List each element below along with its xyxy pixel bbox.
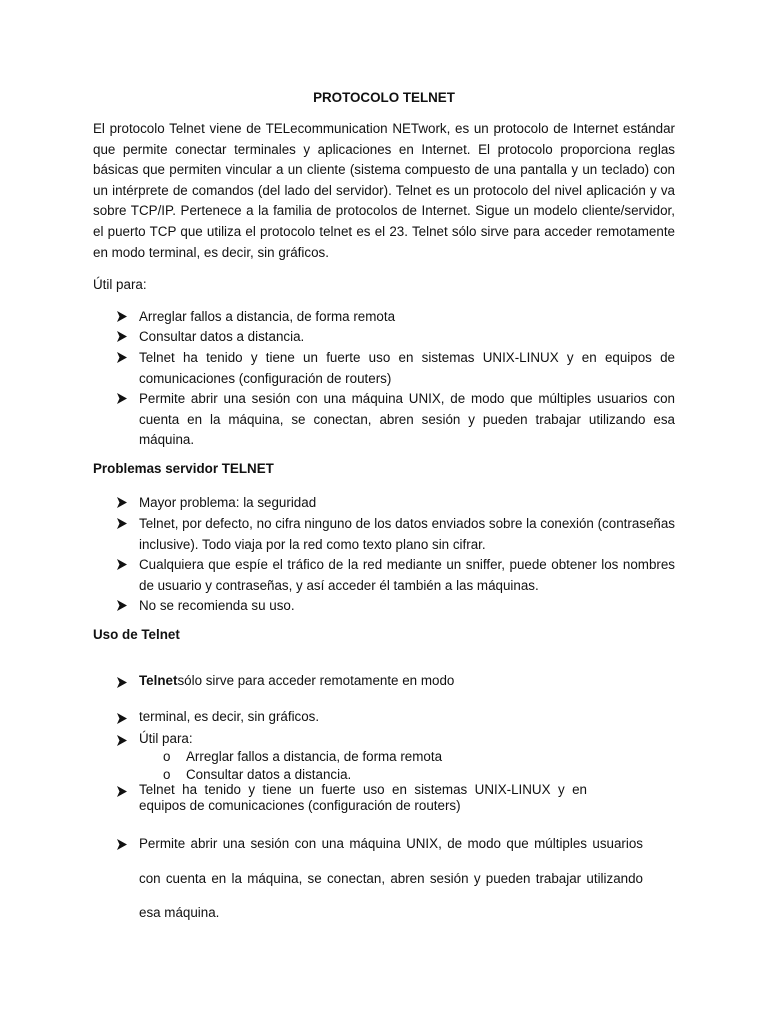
list-item: No se recomienda su uso. [117, 596, 675, 617]
arrow-bullet-icon [117, 735, 127, 746]
list-item: Telnet ha tenido y tiene un fuerte uso en sistemas UNIX-LINUX y en equipos de comunicaciones (configuración de routers) [117, 348, 675, 389]
arrow-bullet-icon [117, 677, 127, 688]
list-item: Consultar datos a distancia. [117, 327, 675, 348]
circle-bullet-icon: o [163, 749, 171, 764]
arrow-bullet-icon [117, 518, 127, 529]
arrow-bullet-icon [117, 311, 127, 322]
arrow-bullet-icon [117, 331, 127, 342]
list-item: Permite abrir una sesión con una máquina UNIX, de modo que múltiples usuarios con cuenta en la máquina, se conectan, abren sesión y pueden trabajar utilizando esa máquina. [117, 827, 643, 931]
list-item: Cualquiera que espíe el tráfico de la red mediante un sniffer, puede obtener los nombres de usuario y contraseñas, y así acceder él también a las máquinas. [117, 555, 675, 596]
arrow-bullet-icon [117, 559, 127, 570]
arrow-bullet-icon [117, 497, 127, 508]
problemas-heading: Problemas servidor TELNET [93, 461, 274, 476]
list-item: terminal, es decir, sin gráficos. [117, 709, 675, 725]
list-item: Permite abrir una sesión con una máquina UNIX, de modo que múltiples usuarios con cuenta en la máquina, se conectan, abren sesión y pueden trabajar utilizando esa máquina. [117, 389, 675, 451]
arrow-bullet-icon [117, 713, 127, 724]
sub-list-item: o Arreglar fallos a distancia, de forma remota [163, 749, 443, 764]
arrow-bullet-icon [117, 352, 127, 363]
arrow-bullet-icon [117, 600, 127, 611]
list-item: Telnetsólo sirve para acceder remotamente en modo [117, 673, 675, 689]
list-item: Telnet ha tenido y tiene un fuerte uso en sistemas UNIX-LINUX y en equipos de comunicaciones (configuración de routers) [117, 782, 587, 814]
intro-paragraph: El protocolo Telnet viene de TELecommunication NETwork, es un protocolo de Internet estándar que permite conectar terminales y aplicaciones en Internet. El protocolo proporciona reglas básicas que permiten vincular a un cliente (sistema compuesto de una pantalla y un teclado) con un intérprete de comandos (del lado del servidor). Telnet es un protocolo del nivel aplicación y va sobre TCP/IP. Pertenece a la familia de protocolos de Internet. Sigue un modelo cliente/servidor, el puerto TCP que utiliza el protocolo telnet es el 23. Telnet sólo sirve para acceder remotamente en modo terminal, es decir, sin gráficos. [93, 121, 675, 260]
list-item: Mayor problema: la seguridad [117, 493, 675, 514]
sub-list-item: o Consultar datos a distancia. [163, 767, 352, 782]
list-item: Útil para: [117, 731, 675, 747]
list-item: Arreglar fallos a distancia, de forma remota [117, 307, 675, 328]
list-item: Telnet, por defecto, no cifra ninguno de los datos enviados sobre la conexión (contraseñas inclusive). Todo viaja por la red como texto plano sin cifrar. [117, 514, 675, 555]
circle-bullet-icon: o [163, 767, 171, 782]
document-title: PROTOCOLO TELNET [313, 90, 455, 105]
arrow-bullet-icon [117, 393, 127, 404]
uso-heading: Uso de Telnet [93, 627, 180, 642]
util-heading: Útil para: [93, 277, 147, 292]
arrow-bullet-icon [117, 786, 127, 797]
arrow-bullet-icon [117, 839, 127, 850]
telnet-bold-word: Telnet [139, 673, 178, 688]
